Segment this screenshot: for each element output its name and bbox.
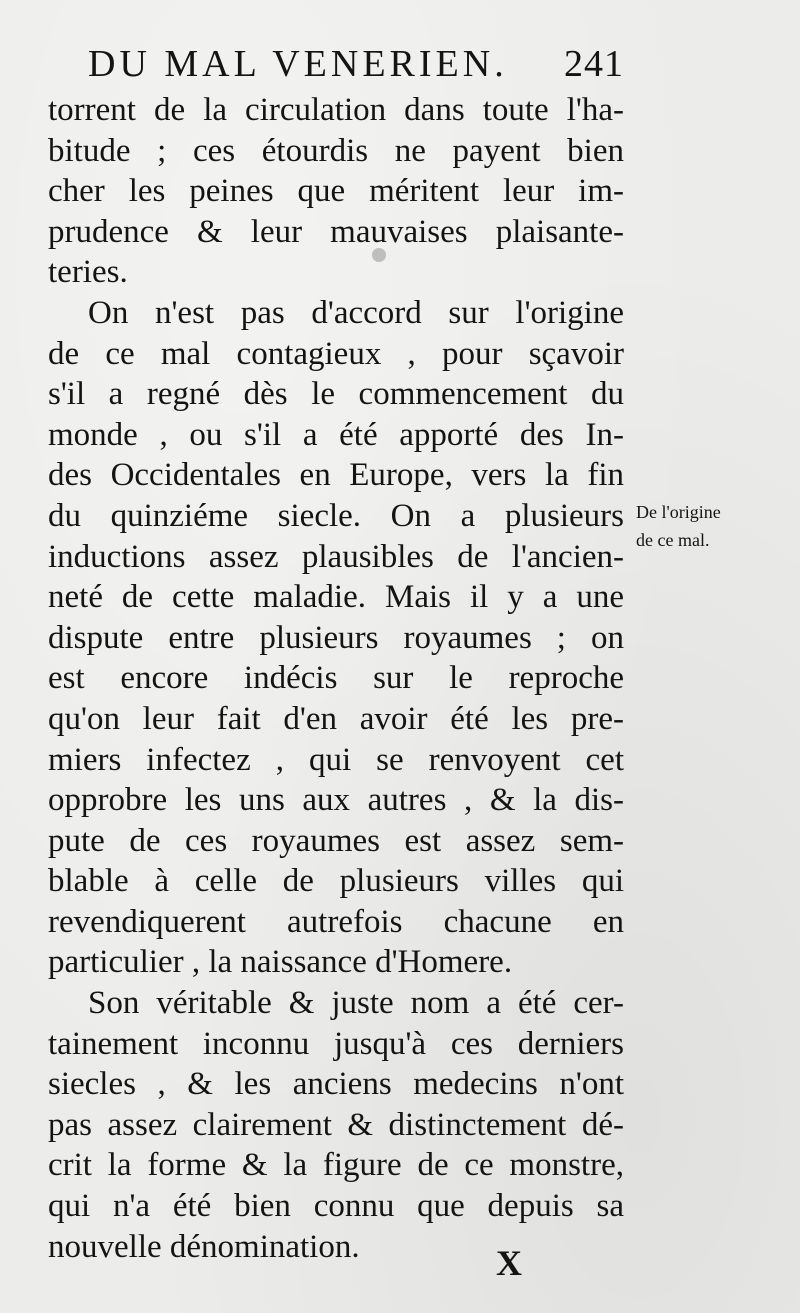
text-line: dispute entre plusieurs royaumes ; on: [48, 619, 624, 656]
text-line: blable à celle de plusieurs villes qui: [48, 863, 624, 900]
text-line: prudence & leur mauvaises plaisante-: [48, 213, 624, 250]
text-line: pas assez clairement & distinctement dé-: [48, 1106, 624, 1143]
page-number: 241: [564, 43, 624, 85]
text-line: cher les peines que méritent leur im-: [48, 173, 624, 210]
text-line: tainement inconnu jusqu'à ces derniers: [48, 1025, 624, 1062]
text-line: qui n'a été bien connu que depuis sa: [48, 1188, 624, 1225]
text-line: neté de cette maladie. Mais il y a une: [48, 579, 624, 616]
signature-mark: X: [496, 1243, 522, 1283]
text-line: particulier , la naissance d'Homere.: [48, 944, 513, 981]
text-line: siecles , & les anciens medecins n'ont: [48, 1066, 624, 1103]
margin-note: [636, 498, 776, 554]
body-text: [48, 90, 624, 1267]
text-line: teries.: [48, 254, 128, 291]
text-line: crit la forme & la figure de ce monstre,: [48, 1147, 624, 1184]
text-line: inductions assez plausibles de l'ancien-: [48, 538, 624, 575]
text-line: pute de ces royaumes est assez sem-: [48, 822, 624, 859]
text-line: des Occidentales en Europe, vers la fin: [48, 457, 624, 494]
text-line: Son véritable & juste nom a été cer-: [88, 985, 624, 1022]
text-line: opprobre les uns aux autres , & la dis-: [48, 782, 624, 819]
text-line: torrent de la circulation dans toute l'ha-: [48, 92, 624, 128]
text-line: monde , ou s'il a été apporté des In-: [48, 416, 624, 453]
text-line: revendiquerent autrefois chacune en: [48, 903, 624, 940]
text-line: du quinziéme siecle. On a plusieurs: [48, 497, 624, 534]
margin-note-line: De l'origine: [636, 502, 721, 522]
running-head: [88, 42, 624, 94]
ink-spot: [372, 248, 386, 262]
margin-note-line: de ce mal.: [636, 530, 710, 550]
text-line: qu'on leur fait d'en avoir été les pre-: [48, 700, 624, 737]
text-line: de ce mal contagieux , pour sçavoir: [48, 335, 624, 372]
text-line: est encore indécis sur le reproche: [48, 660, 624, 697]
text-line: s'il a regné dès le commencement du: [48, 376, 624, 413]
running-head-title: DU MAL VENERIEN.: [88, 43, 508, 85]
text-line: miers infectez , qui se renvoyent cet: [48, 741, 624, 778]
text-line: On n'est pas d'accord sur l'origine: [88, 294, 624, 331]
text-line: nouvelle dénomination.: [48, 1228, 360, 1265]
text-line: bitude ; ces étourdis ne payent bien: [48, 132, 624, 169]
